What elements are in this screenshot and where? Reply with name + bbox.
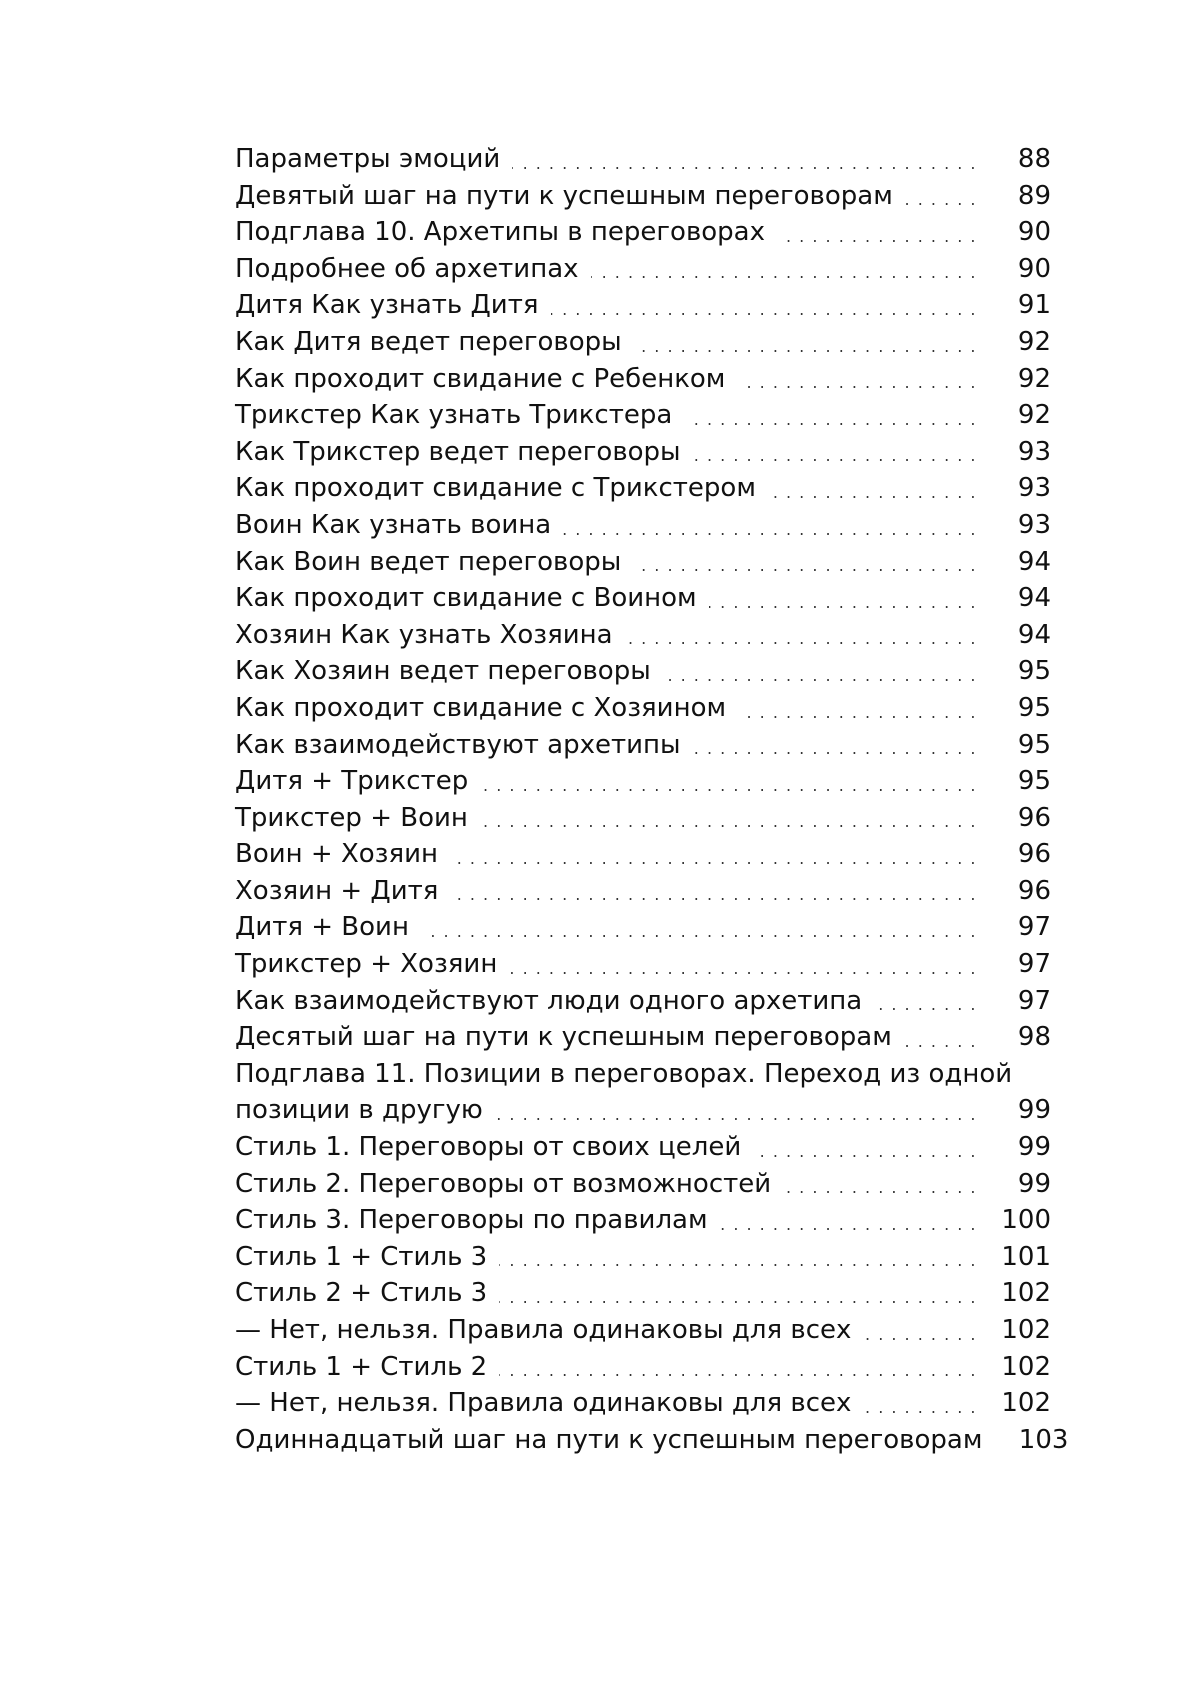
toc-dot-leader [783, 1166, 977, 1203]
toc-entry-title: Девятый шаг на пути к успешным переговорам [235, 180, 893, 211]
toc-entry-title: — Нет, нельзя. Правила одинаковы для всех [235, 1315, 852, 1345]
toc-entry [235, 800, 1051, 837]
toc-entry [235, 690, 1051, 727]
toc-entry [235, 1092, 1051, 1129]
toc-entry [235, 1239, 1051, 1276]
toc-entry-title: Дитя Как узнать Дитя [235, 290, 539, 321]
toc-entry-title: Стиль 1 + Стиль 2 [235, 1351, 488, 1382]
toc-entry-page-number: 90 [1017, 253, 1051, 284]
toc-entry-page-number: 102 [1001, 1388, 1051, 1419]
toc-dot-leader [591, 251, 977, 288]
toc-dot-leader [634, 324, 977, 361]
toc-entry [235, 1166, 1051, 1203]
toc-entry-page-number: 93 [1017, 473, 1051, 504]
toc-entry-page-number: 89 [1017, 180, 1051, 211]
toc-entry [235, 1202, 1051, 1239]
toc-dot-leader [768, 470, 977, 507]
toc-entry-title: Десятый шаг на пути к успешным переговорам [235, 1022, 892, 1053]
toc-entry [235, 1422, 1069, 1459]
toc-entry-page-number: 93 [1017, 509, 1051, 540]
toc-entry-title: Как проходит свидание с Трикстером [235, 473, 756, 504]
toc-entry-page-number: 101 [1001, 1241, 1051, 1272]
toc-entry-page-number: 95 [1017, 656, 1051, 687]
toc-entry-page-number: 95 [1017, 729, 1051, 760]
toc-entry-page-number: 92 [1017, 363, 1051, 394]
toc-entry-page-number: 98 [1017, 1022, 1051, 1053]
toc-entry-page-number: 102 [1001, 1315, 1051, 1345]
toc-entry-title: Стиль 1 + Стиль 3 [235, 1241, 488, 1272]
toc-dot-leader [777, 214, 977, 251]
toc-entry-page-number: 102 [1001, 1278, 1051, 1309]
toc-entry-page-number: 99 [1017, 1168, 1051, 1199]
toc-entry [235, 1349, 1051, 1386]
toc-dot-leader [863, 1385, 977, 1422]
toc-entry-title: Как проходит свидание с Воином [235, 583, 697, 614]
toc-entry-title: Дитя + Трикстер [235, 766, 469, 797]
toc-entry-title: Воин + Хозяин [235, 839, 439, 870]
toc-dot-leader [499, 1349, 977, 1386]
toc-dot-leader [709, 580, 977, 617]
toc-entry-page-number: 96 [1017, 839, 1051, 870]
toc-entry-title: Стиль 2. Переговоры от возможностей [235, 1168, 772, 1199]
toc-entry [235, 1129, 1051, 1166]
toc-dot-leader [684, 397, 977, 434]
toc-entry-title: Параметры эмоций [235, 144, 501, 174]
toc-entry-page-number: 102 [1001, 1351, 1051, 1382]
toc-entry-page-number: 94 [1017, 583, 1051, 614]
toc-entry [235, 983, 1051, 1020]
toc-entry [235, 141, 1051, 178]
toc-dot-leader [753, 1129, 977, 1166]
toc-entry-title: Трикстер + Хозяин [235, 949, 498, 980]
toc-dot-leader [499, 1239, 977, 1276]
toc-entry-page-number: 88 [1017, 144, 1051, 174]
toc-entry [235, 580, 1051, 617]
toc-entry-title: Подглава 11. Позиции в переговорах. Переход из одной [235, 1058, 1013, 1089]
toc-entry-title: Как проходит свидание с Ребенком [235, 363, 726, 394]
toc-entry [235, 727, 1051, 764]
toc-entry-page-number: 95 [1017, 766, 1051, 797]
toc-entry [235, 178, 1051, 215]
toc-entry [235, 617, 1051, 654]
toc-entry [235, 873, 1051, 910]
toc-entry-title: Как Трикстер ведет переговоры [235, 436, 681, 467]
toc-dot-leader [738, 690, 977, 727]
toc-entry-page-number: 93 [1017, 436, 1051, 467]
toc-entry [235, 836, 1051, 873]
toc-entry-title: Трикстер + Воин [235, 802, 468, 833]
toc-dot-leader [551, 287, 978, 324]
toc-dot-leader [495, 1092, 977, 1129]
toc-entry-page-number: 97 [1017, 949, 1051, 980]
toc-entry-title: Как взаимодействуют люди одного архетипа [235, 985, 863, 1016]
toc-entry-title: Как взаимодействуют архетипы [235, 729, 681, 760]
toc-dot-leader [874, 983, 977, 1020]
toc-entry [235, 946, 1051, 983]
toc-entry-page-number: 99 [1017, 1095, 1051, 1126]
toc-entry-page-number: 103 [1018, 1424, 1069, 1455]
toc-entry-title: Стиль 1. Переговоры от своих целей [235, 1132, 742, 1163]
toc-dot-leader [663, 653, 977, 690]
toc-entry-page-number: 94 [1017, 619, 1051, 650]
toc-entry [235, 544, 1051, 581]
toc-dot-leader [563, 507, 977, 544]
toc-entry [235, 1019, 1051, 1056]
toc-entry-title: — Нет, нельзя. Правила одинаковы для всех [235, 1388, 852, 1419]
toc-entry [235, 214, 1051, 251]
toc-entry-page-number: 99 [1017, 1132, 1051, 1163]
table-of-contents [235, 141, 1069, 1458]
toc-entry-title: Подробнее об архетипах [235, 253, 579, 284]
toc-entry [235, 251, 1051, 288]
toc-dot-leader [450, 836, 977, 873]
toc-entry [235, 1275, 1051, 1312]
toc-entry-title: Стиль 3. Переговоры по правилам [235, 1205, 708, 1236]
toc-entry [235, 763, 1051, 800]
toc-dot-leader [512, 141, 977, 178]
toc-entry-page-number: 90 [1017, 217, 1051, 248]
toc-dot-leader [509, 946, 977, 983]
toc-entry-page-number: 96 [1017, 802, 1051, 833]
toc-entry-page-number: 95 [1017, 692, 1051, 723]
toc-entry-page-number: 97 [1017, 985, 1051, 1016]
toc-entry-title: Хозяин + Дитя [235, 875, 439, 906]
toc-entry-title: Хозяин Как узнать Хозяина [235, 619, 613, 650]
toc-dot-leader [625, 617, 977, 654]
toc-entry-title: Подглава 10. Архетипы в переговорах [235, 217, 765, 248]
toc-entry-title: Как Дитя ведет переговоры [235, 326, 622, 357]
toc-entry-title: Как Воин ведет переговоры [235, 546, 622, 577]
toc-entry [235, 324, 1051, 361]
toc-dot-leader [863, 1312, 977, 1349]
toc-entry [235, 1056, 1051, 1093]
toc-dot-leader [633, 544, 977, 581]
toc-entry [235, 470, 1051, 507]
toc-entry [235, 507, 1051, 544]
toc-entry-title: позиции в другую [235, 1095, 483, 1126]
toc-entry-page-number: 94 [1017, 546, 1051, 577]
toc-dot-leader [499, 1275, 977, 1312]
toc-entry-title: Стиль 2 + Стиль 3 [235, 1278, 488, 1309]
toc-dot-leader [480, 763, 977, 800]
toc-dot-leader [904, 1019, 977, 1056]
toc-entry-page-number: 92 [1017, 326, 1051, 357]
toc-dot-leader [480, 800, 977, 837]
toc-entry [235, 1385, 1051, 1422]
toc-entry [235, 434, 1051, 471]
toc-entry-title: Как Хозяин ведет переговоры [235, 656, 651, 687]
toc-entry [235, 653, 1051, 690]
toc-entry-page-number: 96 [1017, 875, 1051, 906]
toc-dot-leader [450, 873, 977, 910]
toc-dot-leader [905, 178, 977, 215]
toc-entry [235, 1312, 1051, 1349]
toc-entry-title: Дитя + Воин [235, 912, 409, 943]
toc-dot-leader [737, 361, 977, 398]
toc-entry-page-number: 92 [1017, 400, 1051, 431]
toc-dot-leader [693, 727, 977, 764]
toc-dot-leader [693, 434, 977, 471]
toc-entry-page-number: 91 [1017, 290, 1051, 321]
toc-entry-title: Воин Как узнать воина [235, 509, 552, 540]
toc-entry-page-number: 97 [1017, 912, 1051, 943]
toc-dot-leader [720, 1202, 977, 1239]
toc-dot-leader [421, 909, 977, 946]
toc-entry [235, 287, 1051, 324]
toc-entry-page-number: 100 [1001, 1205, 1051, 1236]
toc-entry-title: Как проходит свидание с Хозяином [235, 692, 727, 723]
toc-entry [235, 397, 1051, 434]
toc-entry [235, 909, 1051, 946]
toc-entry-title: Одиннадцатый шаг на пути к успешным переговорам [235, 1424, 983, 1455]
toc-entry [235, 361, 1051, 398]
toc-entry-title: Трикстер Как узнать Трикстера [235, 400, 673, 431]
